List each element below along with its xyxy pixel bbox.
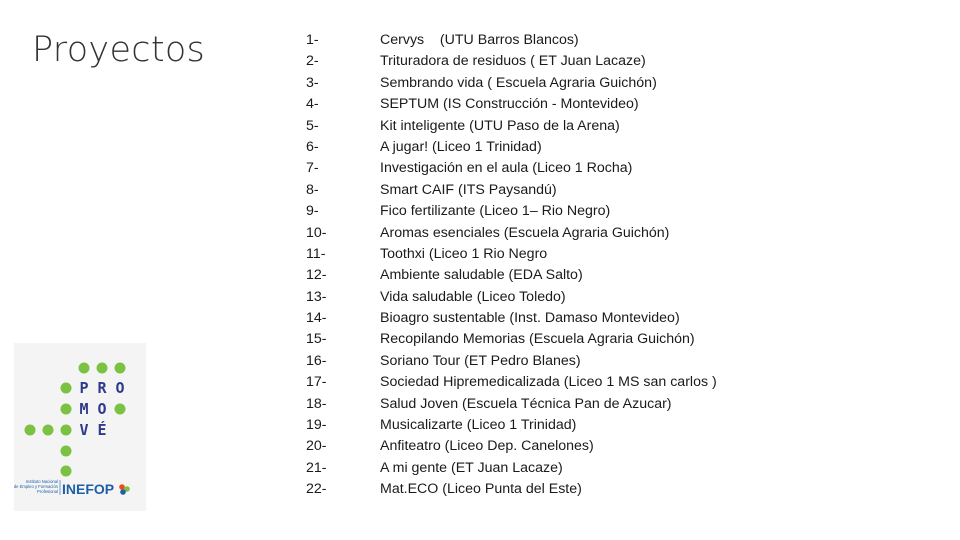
project-item: Toothxi (Liceo 1 Rio Negro xyxy=(380,245,548,262)
brand-symbol-icon xyxy=(119,484,125,490)
project-item: SEPTUM (IS Construcción - Montevideo) xyxy=(380,96,639,113)
project-item: Salud Joven (Escuela Técnica Pan de Azucar) xyxy=(380,395,672,412)
project-number: 9- xyxy=(306,203,319,220)
project-number: 12- xyxy=(306,267,327,284)
project-number: 11- xyxy=(306,245,326,262)
project-item: Trituradora de residuos ( ET Juan Lacaze) xyxy=(380,53,646,70)
project-item: Sociedad Hipremedicalizada (Liceo 1 MS san carlos ) xyxy=(380,374,717,391)
logo-graphic xyxy=(14,343,146,511)
project-item: Vida saludable (Liceo Toledo) xyxy=(380,288,566,305)
logo-letter-r: R xyxy=(97,379,107,397)
project-number: 6- xyxy=(306,138,319,155)
project-number: 17- xyxy=(306,374,327,391)
slide-title: Proyectos xyxy=(32,30,206,70)
project-numbers xyxy=(306,30,327,501)
project-number: 5- xyxy=(306,117,319,134)
project-number: 19- xyxy=(306,417,327,434)
project-number: 16- xyxy=(306,352,327,369)
project-item: A mi gente (ET Juan Lacaze) xyxy=(380,459,563,476)
project-item: Soriano Tour (ET Pedro Blanes) xyxy=(380,352,581,369)
logo-institution-line2: de Empleo y Formación xyxy=(14,484,58,489)
project-number: 20- xyxy=(306,438,327,455)
project-number: 13- xyxy=(306,288,327,305)
project-number: 10- xyxy=(306,224,327,241)
project-item: A jugar! (Liceo 1 Trinidad) xyxy=(380,138,542,155)
logo-institution-line1: Instituto Nacional xyxy=(25,479,58,484)
project-item: Aromas esenciales (Escuela Agraria Guichón) xyxy=(380,224,670,241)
project-number: 21- xyxy=(306,459,327,476)
project-number: 3- xyxy=(306,74,319,91)
project-item: Fico fertilizante (Liceo 1– Rio Negro) xyxy=(380,203,611,220)
project-number: 4- xyxy=(306,96,319,113)
project-item: Recopilando Memorias (Escuela Agraria Guichón) xyxy=(380,331,695,348)
project-item: Musicalizarte (Liceo 1 Trinidad) xyxy=(380,417,577,434)
project-item: Sembrando vida ( Escuela Agraria Guichón) xyxy=(380,74,657,91)
project-item: Investigación en el aula (Liceo 1 Rocha) xyxy=(380,160,633,177)
logo-institution-line3: Profesional xyxy=(37,489,58,494)
project-number: 1- xyxy=(306,32,319,48)
logo-letter-m: M xyxy=(79,400,89,418)
logo-letter-e: É xyxy=(97,421,107,439)
project-number: 18- xyxy=(306,395,327,412)
project-number: 8- xyxy=(306,181,319,198)
promove-inefop-logo xyxy=(14,343,146,511)
logo-letter-o: O xyxy=(115,379,125,397)
logo-letter-v: V xyxy=(79,421,89,439)
logo-letter-o2: O xyxy=(97,400,107,418)
project-item: Kit inteligente (UTU Paso de la Arena) xyxy=(380,117,620,134)
project-item: Mat.ECO (Liceo Punta del Este) xyxy=(380,481,582,498)
project-item: Ambiente saludable (EDA Salto) xyxy=(380,267,583,284)
project-list xyxy=(380,30,717,501)
logo-brand-text: INEFOP xyxy=(62,481,115,497)
project-number: 14- xyxy=(306,310,327,327)
project-number: 22- xyxy=(306,481,327,498)
project-item: Smart CAIF (ITS Paysandú) xyxy=(380,181,557,198)
project-number: 15- xyxy=(306,331,327,348)
project-item: Bioagro sustentable (Inst. Damaso Montevideo) xyxy=(380,310,680,327)
project-item: Anfiteatro (Liceo Dep. Canelones) xyxy=(380,438,594,455)
logo-letter-p: P xyxy=(79,379,89,397)
project-item: Cervys (UTU Barros Blancos) xyxy=(380,32,579,48)
project-number: 2- xyxy=(306,53,319,70)
project-number: 7- xyxy=(306,160,319,177)
